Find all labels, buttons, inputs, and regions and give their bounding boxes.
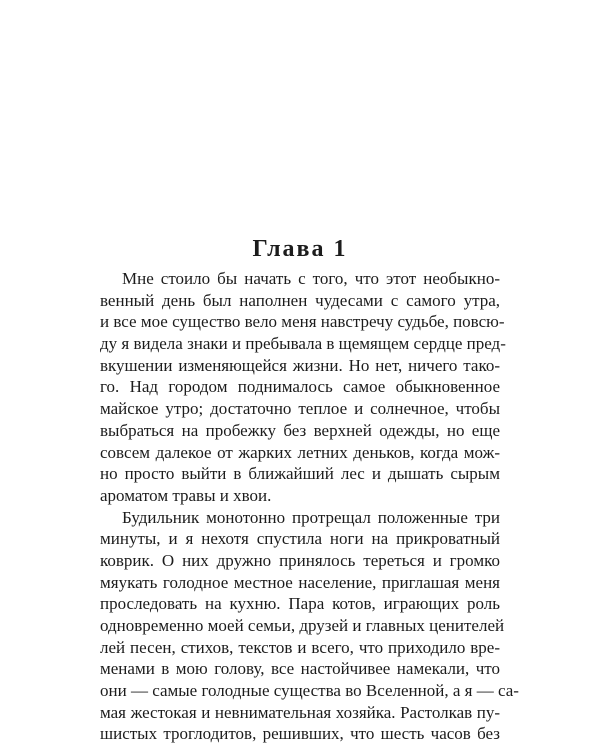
text-line: и все мое существо вело меня навстречу судьбе, повсю- bbox=[100, 312, 505, 332]
text-line: но просто выйти в ближайший лес и дышать сырым bbox=[100, 464, 500, 484]
text-line: совсем далекое от жарких летних деньков, когда мож- bbox=[100, 442, 500, 462]
text-line: шистых троглодитов, решивших, что шесть часов без bbox=[100, 724, 500, 744]
text-line: они — самые голодные существа во Вселенной, а я — са- bbox=[100, 681, 519, 701]
text-line: ароматом травы и хвои. bbox=[100, 485, 272, 505]
text-line: Будильник монотонно протрещал положенные три bbox=[122, 507, 500, 527]
chapter-body bbox=[100, 268, 519, 745]
paragraph-2 bbox=[100, 507, 519, 746]
text-line: минуты, и я нехотя спустила ноги на прикроватный bbox=[100, 529, 500, 549]
text-line: ду я видела знаки и пребывала в щемящем сердце пред- bbox=[100, 334, 506, 354]
chapter-title: Глава 1 bbox=[252, 236, 348, 262]
text-line: коврик. О них дружно принялось тереться и громко bbox=[100, 550, 500, 570]
text-line: проследовать на кухню. Пара котов, играющих роль bbox=[100, 594, 500, 614]
text-line: венный день был наполнен чудесами с самого утра, bbox=[100, 290, 500, 310]
text-line: менами в мою голову, все настойчивее намекали, что bbox=[100, 659, 500, 679]
text-line: выбраться на пробежку без верхней одежды, но еще bbox=[100, 420, 500, 440]
text-line: мая жестокая и невнимательная хозяйка. Растолкав пу- bbox=[100, 702, 500, 722]
text-line: вкушении изменяющейся жизни. Но нет, ничего тако- bbox=[100, 355, 500, 375]
text-line: го. Над городом поднималось самое обыкновенное bbox=[100, 377, 500, 397]
paragraph-1 bbox=[100, 268, 506, 507]
text-line: Мне стоило бы начать с того, что этот необыкно- bbox=[122, 269, 500, 288]
text-line: мяукать голодное местное население, приглашая меня bbox=[100, 572, 500, 592]
text-line: майское утро; достаточно теплое и солнечное, чтобы bbox=[100, 399, 500, 419]
text-line: одновременно моей семьи, друзей и главных ценителей bbox=[100, 616, 505, 635]
text-line: лей песен, стихов, текстов и всего, что приходило вре- bbox=[100, 637, 500, 657]
